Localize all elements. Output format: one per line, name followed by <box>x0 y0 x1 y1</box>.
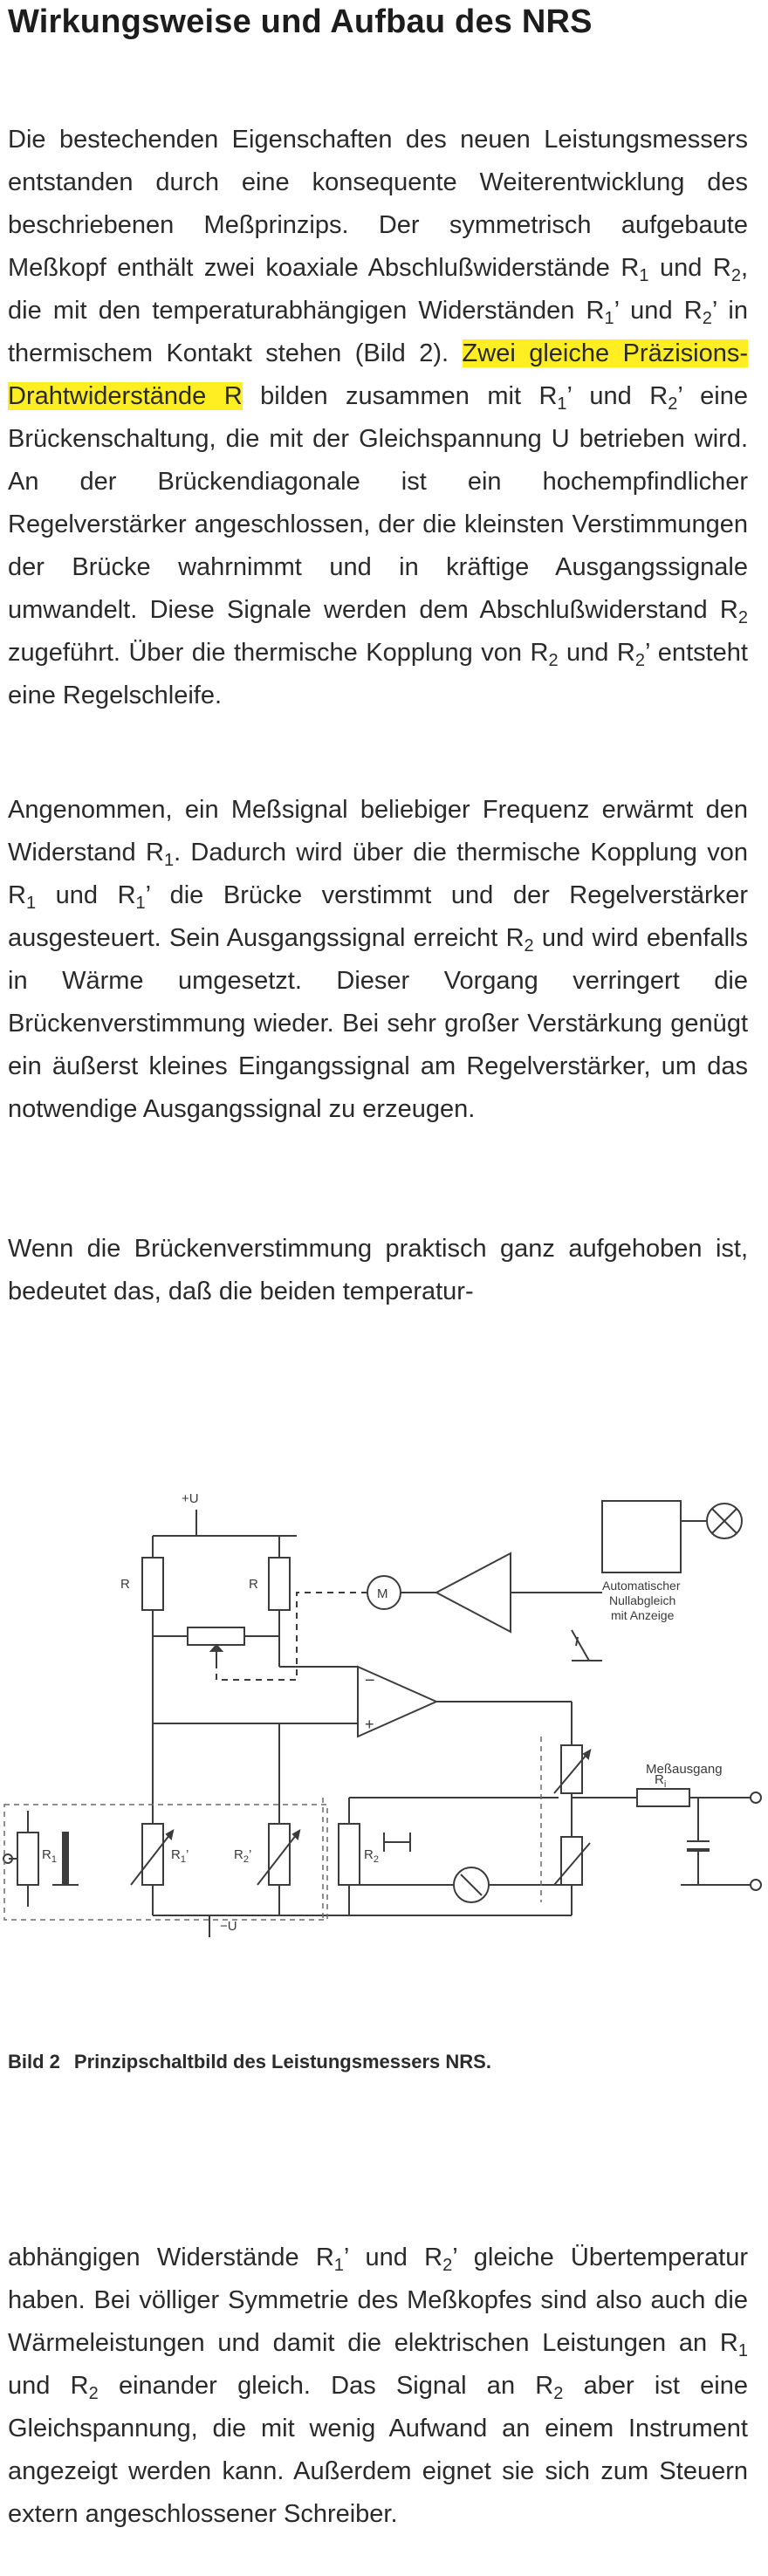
text-run: ’ eine Brückenschaltung, die mit der Gleichspannung U betrieben wird. An der Brückendiagonale ist ein hochempfindlicher Regelverstärker angeschlossen, der die kleinsten Verstimmungen der Brücke wahrnimmt und in kräftige Ausgangssignale umwandelt. Diese Signale werden dem Abschlußwiderstand R <box>8 382 748 624</box>
text-run: Die bestechenden Eigenschaften des neuen Leistungsmessers entstanden durch eine konsequente Weiterentwicklung des beschriebenen Meßprinzips. Der symmetrisch aufgebaute Meßkopf enthält zwei koaxiale Abschlußwiderstände R <box>8 126 748 282</box>
label-minus-u: −U <box>220 1919 237 1934</box>
resistor-r1 <box>17 1833 38 1885</box>
text-run: ’ entsteht eine Regelschleife. <box>8 639 748 709</box>
subscript: 1 <box>135 894 146 913</box>
figure-caption <box>8 2051 491 2073</box>
text-run: ’ gleiche Übertemperatur haben. Bei völliger Symmetrie des Meßkopfes sind also auch die Wärmeleistungen und damit die elektrischen Leistungen an R <box>8 2244 749 2357</box>
subscript: 2 <box>88 2384 99 2403</box>
subscript: 1 <box>163 851 175 870</box>
text-run: Angenommen, ein Meßsignal beliebiger Frequenz erwärmt den Widerstand R <box>8 796 748 867</box>
label-plus-u: +U <box>182 1491 199 1506</box>
paragraph-4 <box>8 2237 748 2536</box>
resistor-r2 <box>339 1824 360 1885</box>
label-r-right: R <box>249 1577 258 1592</box>
subscript: 1 <box>333 2256 344 2275</box>
text-run: ’ in thermischem Kontakt stehen (Bild 2). <box>8 297 749 367</box>
text-run: zugeführt. Über die thermische Kopplung von R <box>8 639 549 667</box>
label-auto-3: mit Anzeige <box>611 1608 675 1622</box>
text-run: ’ und R <box>566 382 669 410</box>
subscript: 2 <box>548 651 559 670</box>
page-title: Wirkungsweise und Aufbau des NRS <box>8 3 593 40</box>
subscript: 1 <box>557 394 567 414</box>
subscript: 2 <box>553 2384 564 2403</box>
label-r2-prime: $R_2$’ <box>234 1847 252 1865</box>
label-r1-prime: $R_1$’ <box>171 1847 189 1865</box>
caption-number: Bild 2 <box>8 2051 60 2072</box>
subscript: 1 <box>25 894 37 913</box>
subscript: 2 <box>702 309 712 328</box>
paragraph-2 <box>8 789 748 1131</box>
label-motor: M <box>377 1586 388 1601</box>
text-run: Wenn die Brückenverstimmung praktisch ganz aufgehoben ist, bedeutet das, daß die beiden temperatur- <box>8 1235 748 1305</box>
subscript: 1 <box>639 266 649 285</box>
text-run: aber ist eine Gleichspannung, die mit wenig Aufwand an einem Instrument angezeigt werden kann. Außerdem eignet sie sich zum Steuern extern angeschlossener Schreiber. <box>8 2372 748 2528</box>
text-run: , die mit den temperaturabhängigen Widerständen R <box>8 254 748 325</box>
resistor-r2-prime <box>269 1824 290 1885</box>
subscript: 2 <box>737 608 748 627</box>
label-r1: $R_1$ <box>42 1847 57 1865</box>
label-amp-minus: − <box>365 1671 375 1690</box>
resistor-ri <box>637 1789 689 1806</box>
subscript: 2 <box>442 2256 453 2275</box>
variable-resistor-top <box>561 1745 582 1793</box>
subscript: 1 <box>737 2341 748 2360</box>
caption-text: Prinzipschaltbild des Leistungsmessers NRS. <box>73 2051 491 2072</box>
text-run: und R <box>558 639 635 667</box>
highlighted-text: Zwei gleiche Präzisions-Drahtwiderstände R <box>8 339 748 410</box>
text-run: und R <box>648 254 731 282</box>
resistor-r1-prime <box>142 1824 163 1885</box>
text-run: und R <box>36 881 136 909</box>
paragraph-3 <box>8 1228 748 1313</box>
subscript: 2 <box>524 936 534 956</box>
text-run: und R <box>8 2372 89 2400</box>
subscript: 2 <box>668 394 678 414</box>
circuit-diagram <box>0 1449 768 1937</box>
resistor-r-right <box>269 1558 290 1610</box>
label-auto-2: Nullabgleich <box>609 1593 676 1607</box>
subscript: 2 <box>730 266 741 285</box>
subscript: 2 <box>634 651 645 670</box>
text-run: ’ und R <box>614 297 703 325</box>
label-auto-1: Automatischer <box>602 1579 681 1593</box>
text-run: abhängigen Widerstände R <box>8 2244 334 2271</box>
subscript: 1 <box>604 309 614 328</box>
nullabgleich-amplifier <box>436 1553 511 1632</box>
text-run: ’ und R <box>343 2244 443 2271</box>
resistor-r-left <box>142 1558 163 1610</box>
label-messausgang: Meßausgang <box>646 1762 723 1777</box>
text-run: und wird ebenfalls in Wärme umgesetzt. Dieser Vorgang verringert die Brückenverstimmung wieder. Bei sehr großer Verstärkung genügt ein äußerst kleines Eingangssignal am Regelverstärker, um das notwendige Ausgangssignal zu erzeugen. <box>8 924 748 1123</box>
label-amp-plus: + <box>365 1716 374 1733</box>
label-r2: $R_2$ <box>364 1847 379 1865</box>
text-run: einander gleich. Das Signal an R <box>98 2372 554 2400</box>
label-ri: $R_i$ <box>655 1772 667 1790</box>
nullabgleich-box <box>602 1501 681 1572</box>
variable-resistor-bottom <box>561 1837 582 1885</box>
paragraph-1 <box>8 119 748 717</box>
text-run: ’ die Brücke verstimmt und der Regelverstärker ausgesteuert. Sein Ausgangssignal erreicht R <box>8 881 748 952</box>
text-run: bilden zusammen mit R <box>242 382 558 410</box>
label-r-left: R <box>120 1577 130 1592</box>
text-run: . Dadurch wird über die thermische Kopplung von R <box>8 839 748 909</box>
